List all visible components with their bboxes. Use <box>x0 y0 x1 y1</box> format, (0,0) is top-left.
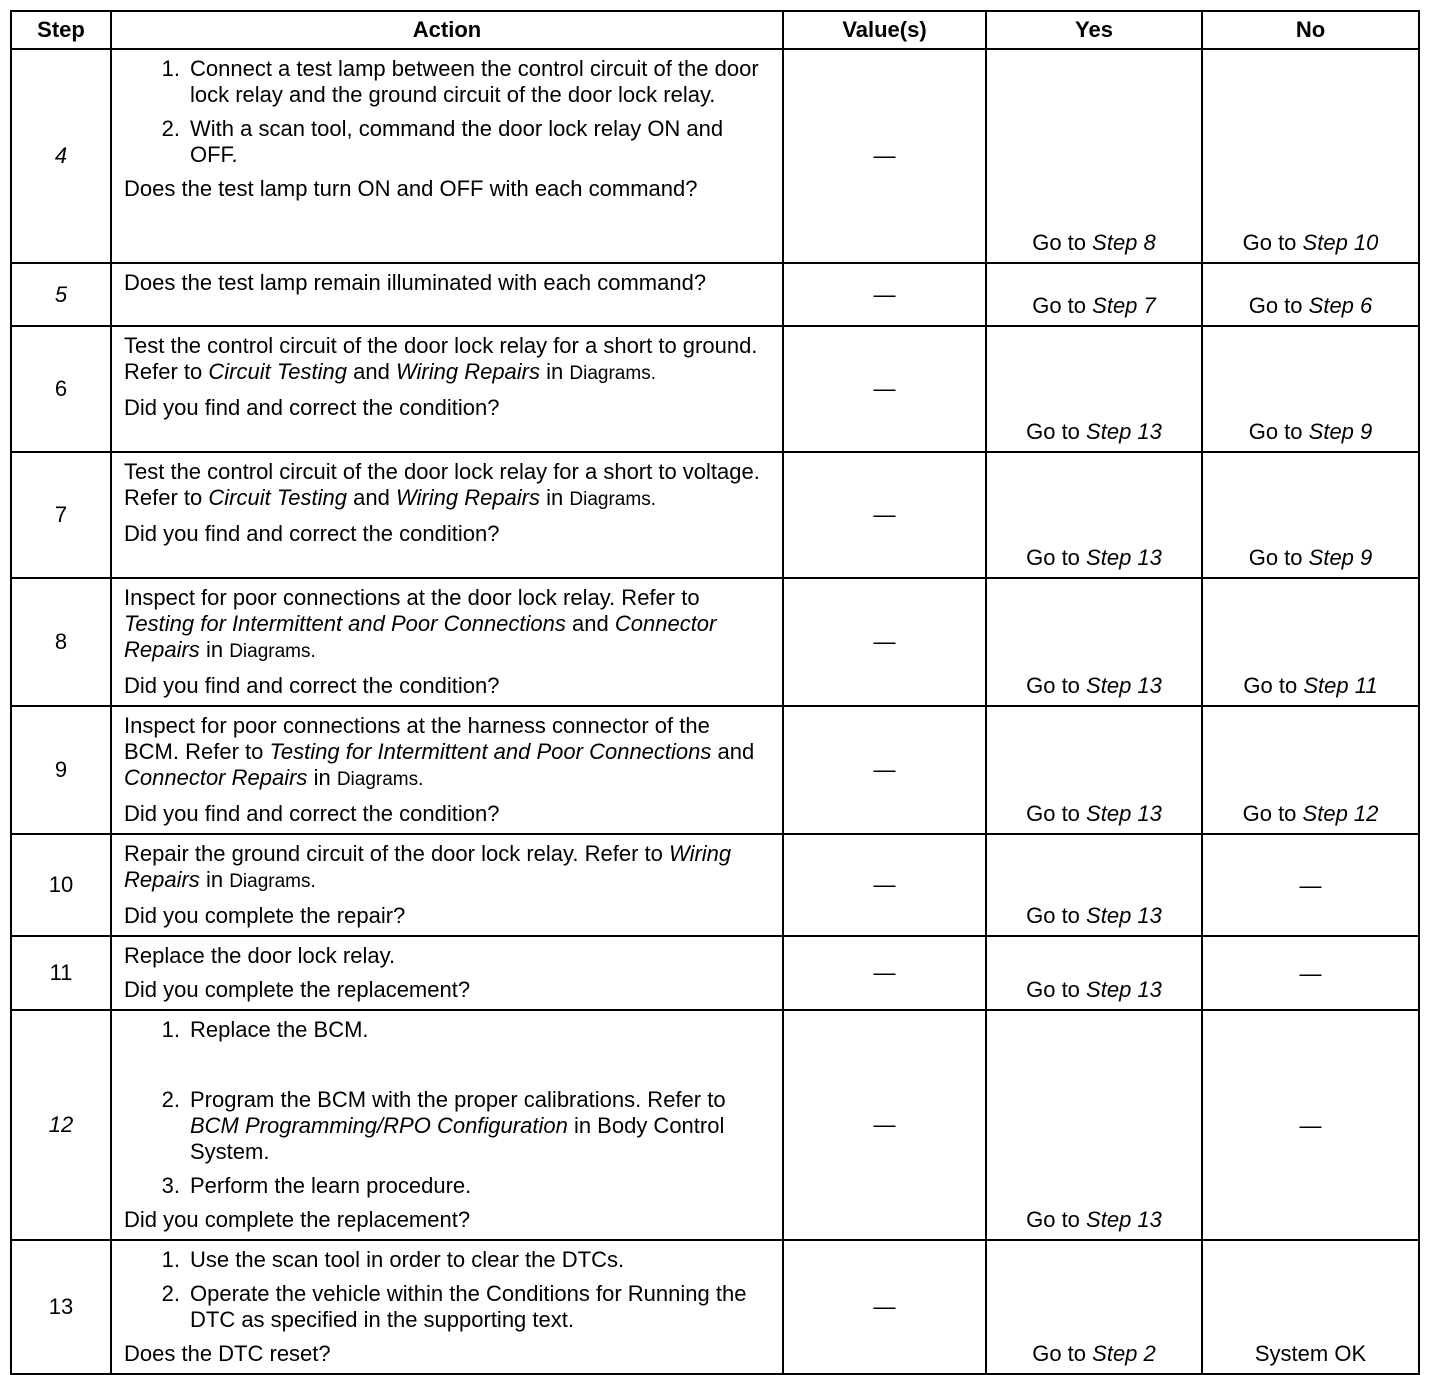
action-cell <box>111 1240 783 1374</box>
header-no: No <box>1202 11 1419 49</box>
no-cell: — <box>1202 936 1419 1010</box>
action-text <box>124 333 770 387</box>
go-to-label: Go to <box>1248 419 1303 444</box>
table-row <box>11 834 1419 936</box>
action-list-item <box>124 1017 770 1043</box>
value-cell: — <box>783 1240 986 1374</box>
reference-link[interactable]: Wiring Repairs <box>124 841 732 892</box>
list-number: 1. <box>161 1017 180 1042</box>
action-text-span: Test the control circuit of the door lock relay for a short to voltage. Refer to <box>124 459 760 510</box>
table-row <box>11 1240 1419 1374</box>
header-step: Step <box>11 11 111 49</box>
action-text-span: in <box>205 637 224 662</box>
action-question: Did you find and correct the condition? <box>124 673 500 698</box>
list-text <box>190 1087 770 1165</box>
action-text-span: in <box>205 867 224 892</box>
step-number: 6 <box>11 326 111 452</box>
action-text-span: in <box>546 359 564 384</box>
step-link[interactable]: Step 13 <box>1086 545 1162 570</box>
action-text-span: in <box>546 485 564 510</box>
step-number: 12 <box>11 1010 111 1240</box>
go-to-label: Go to <box>1026 903 1080 928</box>
table-row <box>11 706 1419 834</box>
list-number: 3. <box>161 1173 180 1198</box>
reference-link[interactable]: Circuit Testing <box>208 359 347 384</box>
go-to-label: Go to <box>1248 545 1303 570</box>
action-text-span: in <box>313 765 331 790</box>
list-number: 2. <box>161 116 180 141</box>
yes-cell <box>986 49 1202 263</box>
table-row <box>11 49 1419 263</box>
step-number: 8 <box>11 578 111 706</box>
step-number: 13 <box>11 1240 111 1374</box>
action-question: Does the DTC reset? <box>124 1341 331 1366</box>
table-row <box>11 326 1419 452</box>
value-cell: — <box>783 936 986 1010</box>
table-row <box>11 578 1419 706</box>
step-link[interactable]: Step 6 <box>1308 293 1373 318</box>
action-text-span: and <box>572 611 609 636</box>
action-text-span: and <box>353 485 390 510</box>
action-list-item <box>124 116 770 168</box>
header-values: Value(s) <box>783 11 986 49</box>
step-link[interactable]: Step 13 <box>1086 903 1162 928</box>
list-number: 1. <box>161 56 180 81</box>
go-to-label: Go to <box>1026 419 1080 444</box>
action-question: Did you find and correct the condition? <box>124 521 500 546</box>
action-text <box>124 841 770 895</box>
step-link[interactable]: Step 7 <box>1092 293 1156 318</box>
yes-cell <box>986 578 1202 706</box>
action-text-span: in Body Control System. <box>190 1113 725 1164</box>
go-to-label: Go to <box>1248 293 1303 318</box>
step-number: 11 <box>11 936 111 1010</box>
value-cell: — <box>783 452 986 578</box>
reference-link[interactable]: Testing for Intermittent and Poor Connections <box>269 739 712 764</box>
header-action: Action <box>111 11 783 49</box>
no-cell: — <box>1202 834 1419 936</box>
value-cell: — <box>783 834 986 936</box>
action-cell <box>111 452 783 578</box>
action-cell <box>111 834 783 936</box>
step-link[interactable]: Step 13 <box>1086 673 1162 698</box>
value-cell: — <box>783 706 986 834</box>
action-text-span: and <box>353 359 390 384</box>
action-question: Did you complete the replacement? <box>124 1207 471 1232</box>
no-cell <box>1202 49 1419 263</box>
no-cell: — <box>1202 1010 1419 1240</box>
diagrams-reference: Diagrams. <box>569 489 656 510</box>
step-link[interactable]: Step 2 <box>1092 1341 1156 1366</box>
diagrams-reference: Diagrams. <box>569 363 656 384</box>
yes-cell <box>986 936 1202 1010</box>
go-to-label: Go to <box>1242 230 1297 255</box>
step-link[interactable]: Step 11 <box>1303 673 1378 698</box>
go-to-label: Go to <box>1243 673 1298 698</box>
action-list-item <box>124 1173 770 1199</box>
reference-link[interactable]: BCM Programming/RPO Configuration <box>190 1113 568 1138</box>
step-link[interactable]: Step 12 <box>1302 801 1379 826</box>
action-question: Did you complete the repair? <box>124 903 406 928</box>
no-cell <box>1202 578 1419 706</box>
action-text-span: and <box>717 739 755 764</box>
step-link[interactable]: Step 9 <box>1308 545 1373 570</box>
action-question: Did you find and correct the condition? <box>124 801 500 826</box>
yes-cell <box>986 263 1202 326</box>
value-cell: — <box>783 263 986 326</box>
list-number: 1. <box>161 1247 180 1272</box>
yes-cell <box>986 834 1202 936</box>
list-text: Use the scan tool in order to clear the DTCs. <box>190 1247 625 1272</box>
step-link[interactable]: Step 8 <box>1092 230 1156 255</box>
reference-link[interactable]: Wiring Repairs <box>395 485 541 510</box>
step-number: 4 <box>11 49 111 263</box>
go-to-label: Go to <box>1026 545 1080 570</box>
diagrams-reference: Diagrams. <box>229 641 316 662</box>
value-cell: — <box>783 326 986 452</box>
action-cell <box>111 326 783 452</box>
action-cell <box>111 1010 783 1240</box>
go-to-label: Go to <box>1032 1341 1087 1366</box>
list-text: Replace the BCM. <box>190 1017 369 1042</box>
list-text: Connect a test lamp between the control circuit of the door lock relay and the ground circuit of the door lock relay. <box>190 56 759 107</box>
list-number: 2. <box>161 1087 180 1112</box>
action-cell <box>111 706 783 834</box>
value-cell: — <box>783 578 986 706</box>
value-cell: — <box>783 1010 986 1240</box>
action-list-item <box>124 1087 770 1165</box>
action-list-item <box>124 1247 770 1273</box>
go-to-label: Go to <box>1026 1207 1080 1232</box>
no-cell <box>1202 706 1419 834</box>
diagrams-reference: Diagrams. <box>336 769 424 790</box>
step-number: 5 <box>11 263 111 326</box>
list-text: Operate the vehicle within the Conditions for Running the DTC as specified in the supporting text. <box>190 1281 747 1332</box>
go-to-label: Go to <box>1032 293 1087 318</box>
list-spacer <box>124 1051 770 1079</box>
no-cell <box>1202 263 1419 326</box>
step-link[interactable]: Step 10 <box>1302 230 1379 255</box>
no-cell <box>1202 452 1419 578</box>
list-text: Perform the learn procedure. <box>190 1173 472 1198</box>
go-to-label: Go to <box>1026 801 1080 826</box>
step-link[interactable]: Step 13 <box>1086 801 1162 826</box>
header-row <box>11 11 1419 49</box>
action-text-span: Inspect for poor connections at the door lock relay. Refer to <box>124 585 700 610</box>
header-yes: Yes <box>986 11 1202 49</box>
reference-link[interactable]: Connector Repairs <box>124 765 308 790</box>
action-cell <box>111 49 783 263</box>
action-cell <box>111 263 783 326</box>
yes-cell <box>986 326 1202 452</box>
no-cell: System OK <box>1202 1240 1419 1374</box>
action-text-span: Repair the ground circuit of the door lock relay. Refer to <box>124 841 663 866</box>
action-question: Does the test lamp turn ON and OFF with each command? <box>124 176 698 201</box>
table-row <box>11 936 1419 1010</box>
go-to-label: Go to <box>1242 801 1297 826</box>
action-text-span: Program the BCM with the proper calibrations. Refer to <box>190 1087 726 1112</box>
action-list-item <box>124 56 770 108</box>
step-number: 10 <box>11 834 111 936</box>
action-text-span: Inspect for poor connections at the harness connector of the BCM. Refer to <box>124 713 710 764</box>
step-number: 9 <box>11 706 111 834</box>
list-text: With a scan tool, command the door lock relay ON and OFF. <box>190 116 724 167</box>
action-question: Did you complete the replacement? <box>124 977 471 1002</box>
action-question: Did you find and correct the condition? <box>124 395 500 420</box>
go-to-label: Go to <box>1032 230 1087 255</box>
action-cell <box>111 936 783 1010</box>
step-link[interactable]: Step 13 <box>1086 419 1162 444</box>
step-link[interactable]: Step 13 <box>1086 977 1162 1002</box>
diagrams-reference: Diagrams. <box>229 871 316 892</box>
diagnostic-table <box>10 10 1420 1375</box>
reference-link[interactable]: Connector Repairs <box>124 611 717 662</box>
no-cell <box>1202 326 1419 452</box>
action-text <box>124 713 770 793</box>
action-text-span: Test the control circuit of the door lock relay for a short to ground. Refer to <box>124 333 758 384</box>
reference-link[interactable]: Testing for Intermittent and Poor Connections <box>124 611 566 636</box>
yes-cell <box>986 452 1202 578</box>
action-question: Does the test lamp remain illuminated with each command? <box>124 270 707 295</box>
go-to-label: Go to <box>1026 673 1080 698</box>
action-text <box>124 459 770 513</box>
action-list-item <box>124 1281 770 1333</box>
action-text: Replace the door lock relay. <box>124 943 396 968</box>
step-link[interactable]: Step 13 <box>1086 1207 1162 1232</box>
table-row <box>11 1010 1419 1240</box>
go-to-label: Go to <box>1026 977 1080 1002</box>
action-cell <box>111 578 783 706</box>
step-link[interactable]: Step 9 <box>1308 419 1373 444</box>
yes-cell <box>986 1240 1202 1374</box>
action-text <box>124 585 770 665</box>
step-number: 7 <box>11 452 111 578</box>
reference-link[interactable]: Wiring Repairs <box>395 359 541 384</box>
reference-link[interactable]: Circuit Testing <box>208 485 347 510</box>
table-row <box>11 263 1419 326</box>
value-cell: — <box>783 49 986 263</box>
table-row <box>11 452 1419 578</box>
list-number: 2. <box>161 1281 180 1306</box>
yes-cell <box>986 706 1202 834</box>
yes-cell <box>986 1010 1202 1240</box>
